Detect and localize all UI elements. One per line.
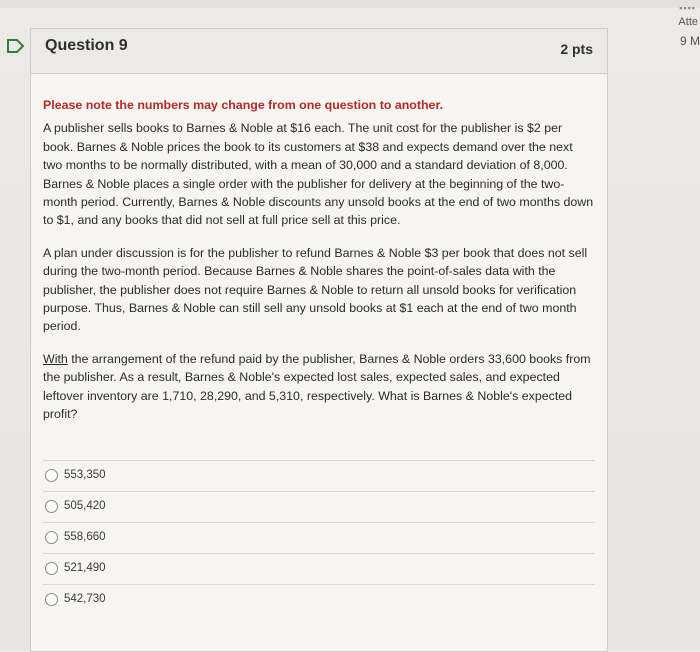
answer-option-1[interactable] — [43, 460, 595, 491]
question-points: 2 pts — [560, 41, 593, 57]
question-title: Question 9 — [45, 37, 128, 54]
answer-list — [43, 460, 595, 615]
question-paragraph-2: A plan under discussion is for the publisher to refund Barnes & Noble $3 per book that does not sell during the two-month period. Because Barnes & Noble shares the point-of-sales data with the publisher, the publisher does not require Barnes & Noble to return all unsold books for verification purpose. Thus, Barnes & Noble can still sell any unsold books at $1 each at the end of two month period. — [43, 245, 588, 334]
question-paragraph-1: A publisher sells books to Barnes & Noble at $16 each. The unit cost for the publisher is $2 per book. Barnes & Noble prices the book to its customers at $38 and expects demand over the next two months to be normally distributed, with a mean of 30,000 and a standard deviation of 8,000. Barnes & Noble places a single order with the publisher for delivery at the beginning of the two-month period. Currently, Barnes & Noble discounts any unsold books at the end of two months down to $1, and any books that did not sell at full price sell at this price. — [43, 121, 594, 228]
answer-option-5[interactable] — [43, 584, 595, 615]
question-header — [31, 29, 607, 74]
menu-dots-icon: ▪▪▪▪ — [679, 3, 696, 13]
attempt-info-panel — [648, 0, 700, 80]
radio-button[interactable] — [45, 562, 58, 575]
flag-question-icon[interactable] — [6, 38, 26, 54]
answer-label: 542,730 — [64, 593, 106, 606]
paragraph-3-prefix: With — [43, 351, 68, 366]
question-card — [30, 28, 608, 652]
top-edge — [0, 0, 700, 8]
question-body — [31, 74, 607, 615]
answer-label: 521,490 — [64, 562, 106, 575]
answer-label: 558,660 — [64, 531, 106, 544]
answer-option-2[interactable] — [43, 491, 595, 522]
question-paragraph-3 — [43, 350, 595, 424]
radio-button[interactable] — [45, 500, 58, 513]
radio-button[interactable] — [45, 593, 58, 606]
radio-button[interactable] — [45, 469, 58, 482]
attempt-label: Atte — [678, 16, 698, 28]
question-note: Please note the numbers may change from one question to another. — [43, 98, 444, 112]
answer-label: 505,420 — [64, 500, 106, 513]
answer-option-4[interactable] — [43, 553, 595, 584]
answer-option-3[interactable] — [43, 522, 595, 553]
radio-button[interactable] — [45, 531, 58, 544]
attempt-time: 9 M — [679, 34, 700, 48]
paragraph-3-text: the arrangement of the refund paid by the publisher, Barnes & Noble orders 33,600 books from the publisher. As a result, Barnes & Noble's expected lost sales, expected sales, and expected leftover inventory are 1,710, 28,290, and 5,310, respectively. What is Barnes & Noble's expected profit? — [43, 351, 591, 422]
answer-label: 553,350 — [64, 469, 106, 482]
